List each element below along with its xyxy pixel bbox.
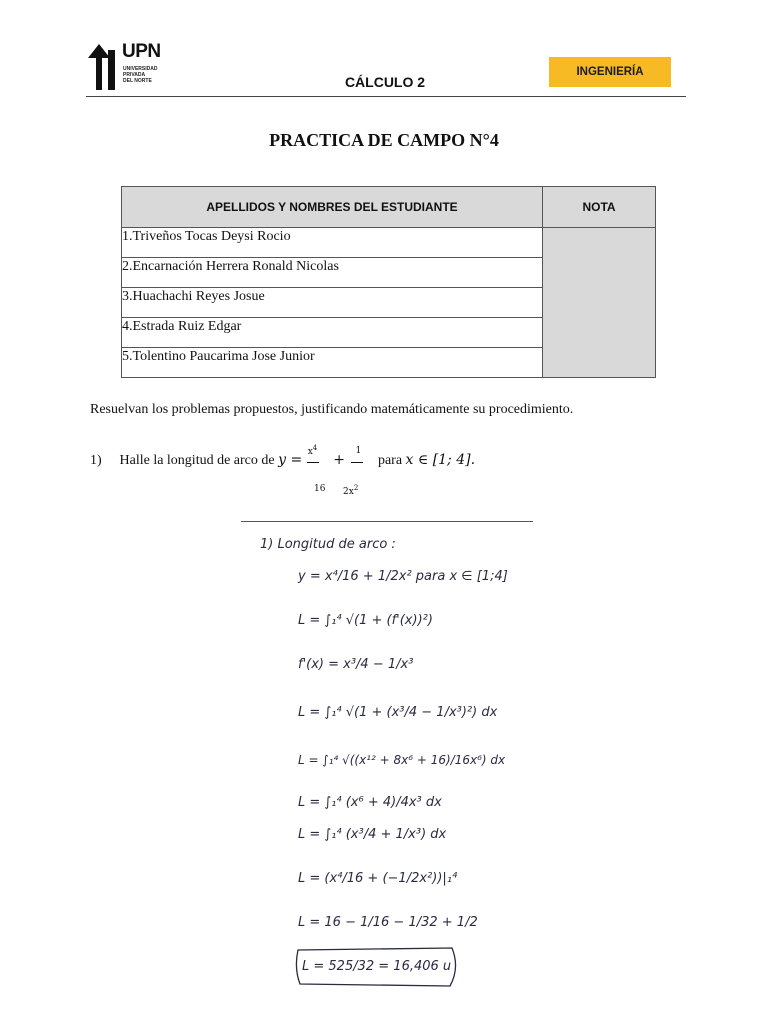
solution-line: L = ∫₁⁴ √(1 + (f'(x))²) [298,613,433,628]
handwritten-solution [240,522,540,1002]
solution-line: f'(x) = x³/4 − 1/x³ [298,657,414,672]
solution-line: L = ∫₁⁴ √((x¹² + 8x⁶ + 16)/16x⁶) dx [298,753,506,767]
column-header-names: APELLIDOS Y NOMBRES DEL ESTUDIANTE [122,187,543,228]
problem-text: Halle la longitud de arco de [119,453,275,468]
equation-lhs: y = [278,452,303,468]
students-table [121,186,656,378]
interval: x ∈ [1; 4]. [405,452,476,468]
solution-line: L = (x⁴/16 + (−1/2x²))|₁⁴ [298,871,458,886]
logo-text: UPN [122,41,161,62]
problem-statement: 1) Halle la longitud de arco de y = $x^4$ + 1 para x ∈ [1; 4]. [90,444,476,468]
table-row [122,228,656,258]
solution-line: y = x⁴/16 + 1/2x² para x ∈ [1;4] [298,569,508,584]
para-text: para [377,453,403,468]
student-name: 4.Estrada Ruiz Edgar [122,318,543,348]
column-header-nota: NOTA [543,187,656,228]
course-title: CÁLCULO 2 [344,74,426,90]
fraction-1-denominator: 16 [314,484,326,494]
solution-line: L = ∫₁⁴ (x³/4 + 1/x³) dx [298,827,447,842]
student-name: 1.Triveños Tocas Deysi Rocio [122,228,543,258]
page-title: PRACTICA DE CAMPO N°4 [269,130,499,150]
problem-number: 1) [90,453,102,468]
plus-sign: + [333,452,345,468]
student-name: 5.Tolentino Paucarima Jose Junior [122,348,543,378]
solution-line: L = 16 − 1/16 − 1/32 + 1/2 [298,915,478,930]
student-name: 3.Huachachi Reyes Josue [122,288,543,318]
fraction-2-denominator: $2x^2$ [343,484,359,497]
student-name: 2.Encarnación Herrera Ronald Nicolas [122,258,543,288]
solution-line: L = ∫₁⁴ √(1 + (x³/4 − 1/x³)²) dx [298,705,498,720]
faculty-badge: INGENIERÍA [549,57,671,87]
solution-line: L = ∫₁⁴ (x⁶ + 4)/4x³ dx [298,795,442,810]
header-divider [86,96,686,97]
nota-cell [543,228,656,378]
solution-line: L = 525/32 = 16,406 u [302,959,452,974]
upn-logo [86,42,166,92]
logo-subtitle: UNIVERSIDAD PRIVADA DEL NORTE [123,66,158,84]
solution-line: 1) Longitud de arco : [260,537,396,552]
upn-arrow-icon [86,44,120,90]
instructions-text: Resuelvan los problemas propuestos, justificando matemáticamente su procedimiento. [90,402,574,417]
